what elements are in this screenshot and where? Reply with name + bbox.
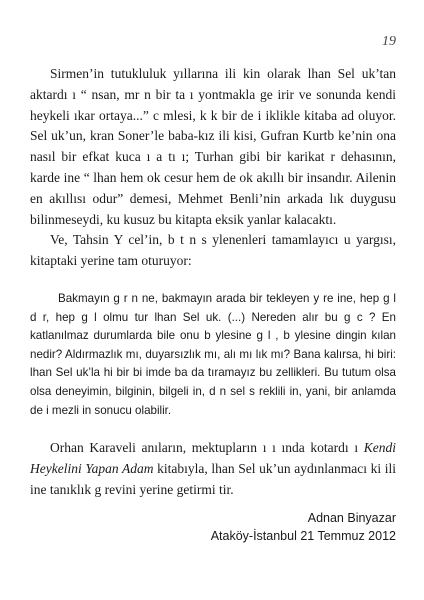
page-content <box>30 64 396 545</box>
closing-paragraph <box>30 438 396 500</box>
body-paragraph-1: Sirmen’in tutukluluk yıllarına ili kin olarak lhan Sel uk’tan aktardı ı “ nsan, mr n bir ta ı yontmakla ge irir ve sonunda kendi heykeli ıkar ortaya...” c mlesi, k k bir de i iklikle kitaba ad oluyor. Sel uk’un, kran Soner’le baba-kız ili kisi, Gufran Kurtb ke’nin ona nasıl bir efkat kuca ı a tı ı; Turhan gibi bir karikat r dehasının, karde ine “ lhan hem ok cesur hem de ok akıllı bir insandır. Ailenin en akıllısı odur” demesi, Mehmet Benli’nin arkada lık duygusu bilinmeseydi, ku kusuz bu kitapta eksik yanlar kalacaktı. <box>30 66 396 227</box>
signature-place-date: Ataköy-İstanbul 21 Temmuz 2012 <box>210 528 396 543</box>
closing-text-before: Orhan Karaveli anıların, mektupların ı ı ında kotardı ı <box>50 440 364 456</box>
signature-author: Adnan Binyazar <box>307 510 396 525</box>
body-paragraph-2: Ve, Tahsin Y cel’in, b t n s ylenenleri tamamlayıcı u yargısı, kitaptaki yerine tam oturuyor: <box>30 232 396 269</box>
closing-text-after: kitabıyla, lhan Sel uk’un aydınlanmacı ki ili ine tanıklık g revini yerine getirmi tir. <box>30 460 397 497</box>
page-number: 19 <box>382 34 396 49</box>
book-title: Kendi Heykelini Yapan Adam <box>30 440 396 476</box>
block-quote: Bakmayın g r n ne, bakmayın arada bir tekleyen y re ine, hep g l d r, hep g l olmu tur lhan Sel uk. (...) Nereden alır bu g c ? En katlanılmaz durumlarda bile onu b ylesine g l , b ylesine dingin kılan nedir? Aldırmazlık mı, duyarsızlık mı, alı mı lık mı? Bana kalırsa, hi biri: lhan Sel uk’la hi bir bi imde ba da tıramayız bu zellikleri. Bu tutum olsa olsa deneyimin, bilginin, bilgeli in, d n sel s reklili in, yani, bir anlamda de i mezli in sonucu olabilir. <box>30 291 396 417</box>
